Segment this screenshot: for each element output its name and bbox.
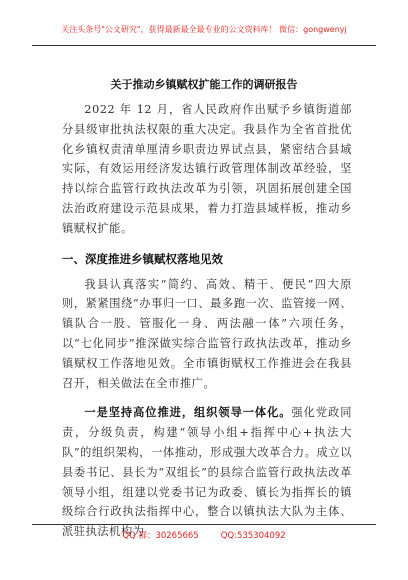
- footer-qq-group: QQ 群：30265665: [122, 531, 199, 541]
- document-title: 关于推动乡镇赋权扩能工作的调研报告: [110, 78, 298, 91]
- header-divider: [32, 45, 376, 46]
- footer-qq: QQ:535304092: [220, 531, 286, 541]
- intro-paragraph: 2022 年 12 月，省人民政府作出赋予乡镇街道部分县级审批执法权限的重大决定。我县作为全省首批优化乡镇权责清单厘清乡职责边界试点县，紧密结合县域实际，有效运用经济发达镇行政管理体制改革经验，坚持以综合监管行政执法改革为引领，巩固拓展创建全国法治政府建设示范县成果，着力打造县域样板，推动乡镇赋权扩能。: [62, 103, 352, 235]
- header-banner: 关注头条号"公文研究"，获得最新最全最专业的公文资料库！ 微信：gongwenyj: [61, 25, 347, 34]
- item-lead: 一是坚持高位推进，组织领导一体化。: [84, 405, 292, 420]
- item-body: 强化党政同责，分级负责，构建“领导小组+指挥中心+执法大队”的组织架构，一体推动，形成强大改革合力。成立以县委书记、县长为“双组长”的县综合监管行政执法改革领导小组，组建以党委书记为政委、镇长为指挥长的镇级综合行政执法指挥中心，整合以镇执法大队为主体、派驻执法机构为: [62, 406, 352, 539]
- section-heading: 一、深度推进乡镇赋权落地见效: [62, 251, 223, 266]
- item-paragraph: [62, 403, 352, 542]
- footer-divider: [32, 524, 376, 525]
- document-body: [62, 100, 352, 542]
- section-paragraph: 我县认真落实“简约、高效、精干、便民”四大原则，紧紧围绕“办事归一口、最多跑一次、监管接一网、镇队合一股、管服化一身、两法融一体”六项任务，以“七化同步”推深做实综合监管行政执法改革，推动乡镇赋权工作落地见效。全市镇街赋权工作推进会在我县召开，相关做法在全市推广。: [62, 277, 352, 390]
- footer: [40, 531, 368, 542]
